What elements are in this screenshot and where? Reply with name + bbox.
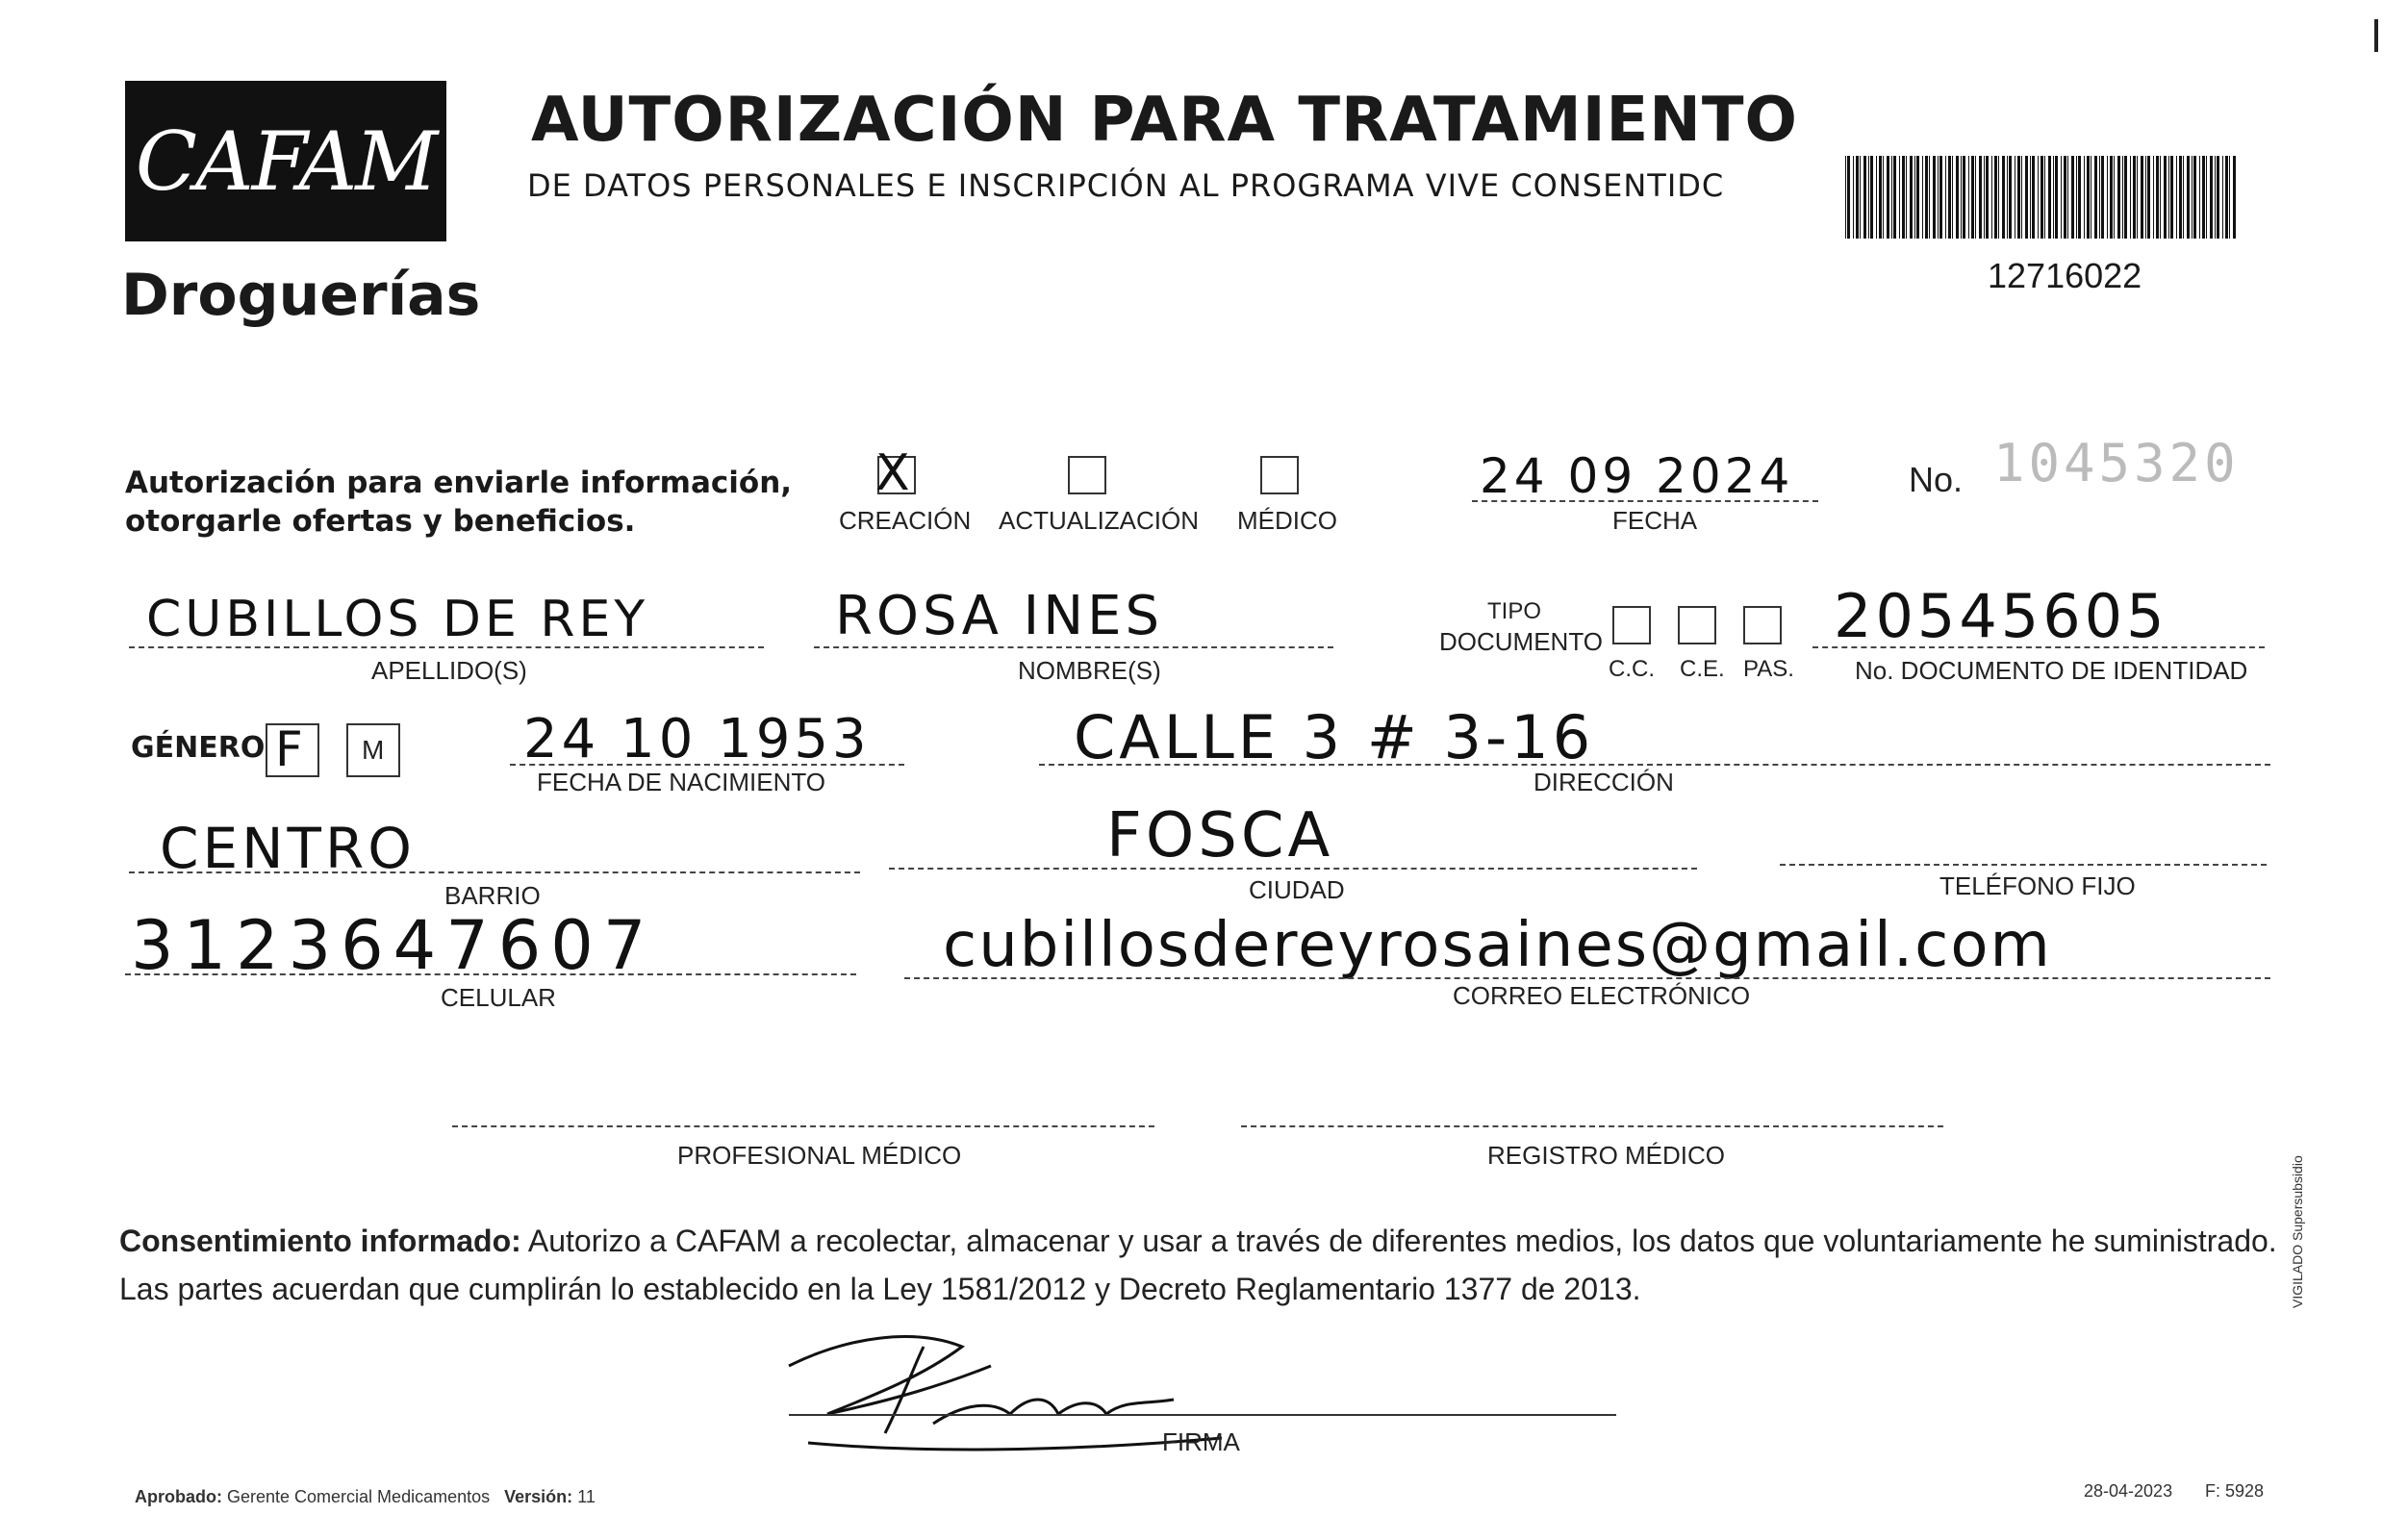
- brand-subtitle: Droguerías: [121, 262, 481, 329]
- barcode-bar: [2021, 156, 2022, 239]
- barcode-bar: [2124, 156, 2127, 239]
- barrio-line: [129, 871, 860, 873]
- barcode-bar: [2040, 156, 2043, 239]
- ciudad-label: CIUDAD: [1249, 875, 1345, 904]
- actualizacion-checkbox[interactable]: [1068, 456, 1106, 494]
- barcode-bar: [2114, 156, 2115, 239]
- barcode-bar: [2217, 156, 2219, 239]
- creacion-label: CREACIÓN: [839, 506, 972, 535]
- genero-f-mark: F: [275, 721, 303, 777]
- barcode-number: 12716022: [1988, 256, 2142, 295]
- barcode-bar: [2048, 156, 2051, 239]
- barcode-bar: [1899, 156, 1900, 239]
- fecha-value: 24 09 2024: [1480, 448, 1794, 504]
- barcode-bar: [2153, 156, 2154, 239]
- medico-checkbox[interactable]: [1260, 456, 1299, 494]
- barcode-bar: [2002, 156, 2005, 239]
- barcode-bar: [1887, 156, 1889, 239]
- barcode-bar: [2110, 156, 2113, 239]
- barcode-bar: [1853, 156, 1854, 239]
- registro-line: [1241, 1125, 1943, 1127]
- tipo-label-1: TIPO: [1487, 598, 1542, 624]
- barcode-bar: [1914, 156, 1915, 239]
- consent-line-1: [119, 1224, 2277, 1259]
- barcode-bar: [1883, 156, 1884, 239]
- barcode-bar: [2030, 156, 2031, 239]
- barcode-bar: [1879, 156, 1882, 239]
- genero-label: GÉNERO: [131, 731, 266, 765]
- nombres-label: NOMBRE(S): [1018, 656, 1161, 685]
- barcode-bar: [2192, 156, 2193, 239]
- barcode-bar: [2038, 156, 2039, 239]
- barcode-bar: [2084, 156, 2085, 239]
- barcode-bar: [2007, 156, 2008, 239]
- barcode-bar: [2215, 156, 2216, 239]
- barcode-bar: [1998, 156, 1999, 239]
- pas-checkbox[interactable]: [1743, 606, 1782, 644]
- barcode-bar: [1933, 156, 1936, 239]
- barcode-bar: [2071, 156, 2074, 239]
- barcode-bar: [2099, 156, 2100, 239]
- barcode-bar: [2202, 156, 2205, 239]
- barcode-bar: [2199, 156, 2200, 239]
- fecha-label: FECHA: [1612, 506, 1698, 535]
- barcode-bar: [1963, 156, 1965, 239]
- barcode-bar: [1994, 156, 1997, 239]
- ciudad-value: FOSCA: [1106, 800, 1334, 871]
- actualizacion-label: ACTUALIZACIÓN: [999, 506, 1200, 535]
- barcode-bar: [1860, 156, 1861, 239]
- barcode-bar: [2225, 156, 2228, 239]
- celular-line: [125, 973, 856, 975]
- direccion-value: CALLE 3 # 3-16: [1074, 702, 1595, 772]
- barcode-bar: [1952, 156, 1953, 239]
- ce-label: C.E.: [1680, 656, 1725, 682]
- logo-text: CAFAM: [135, 114, 437, 209]
- barcode-bar: [2176, 156, 2177, 239]
- form-title: AUTORIZACIÓN PARA TRATAMIENTO: [531, 85, 1798, 156]
- barcode-bar: [1948, 156, 1951, 239]
- direccion-label: DIRECCIÓN: [1534, 768, 1674, 796]
- genero-m-label: M: [362, 735, 385, 765]
- barcode-bar: [2117, 156, 2120, 239]
- barcode-bar: [2160, 156, 2161, 239]
- barcode-bar: [2130, 156, 2131, 239]
- form-subtitle: DE DATOS PERSONALES E INSCRIPCIÓN AL PROGRAMA VIVE CONSENTIDC: [527, 167, 1725, 204]
- number-label: No.: [1909, 460, 1964, 499]
- genero-f-checkbox[interactable]: [266, 723, 319, 777]
- apellidos-value: CUBILLOS DE REY: [146, 591, 649, 648]
- direccion-line: [1039, 764, 2270, 766]
- barcode-bar: [1868, 156, 1869, 239]
- barcode-bar: [2141, 156, 2143, 239]
- barcode-bar: [2032, 156, 2035, 239]
- medico-option-label: MÉDICO: [1237, 506, 1337, 535]
- version-value: 11: [577, 1487, 596, 1506]
- barcode-bar: [1847, 156, 1850, 239]
- barcode-bar: [2137, 156, 2138, 239]
- barcode-bar: [2193, 156, 2196, 239]
- nombres-value: ROSA INES: [835, 585, 1164, 647]
- version-label: Versión:: [504, 1487, 573, 1506]
- barcode-bar: [2044, 156, 2045, 239]
- genero-m-checkbox[interactable]: [346, 723, 400, 777]
- consent-text-2: Las partes acuerdan que cumplirán lo establecido en la Ley 1581/2012 y Decreto Reglamentario 1377 de 2013.: [119, 1272, 1641, 1306]
- telefono-label: TELÉFONO FIJO: [1939, 871, 2136, 900]
- barcode-bar: [2025, 156, 2028, 239]
- form-number: 1045320: [1993, 433, 2240, 493]
- creacion-check-mark: X: [875, 444, 910, 502]
- aprobado-label: Aprobado:: [135, 1487, 222, 1506]
- barcode-bar: [2206, 156, 2207, 239]
- aprobado-value: Gerente Comercial Medicamentos: [227, 1487, 491, 1506]
- tipo-label-2: DOCUMENTO: [1439, 627, 1603, 656]
- barcode-bar: [1991, 156, 1992, 239]
- firma-label: FIRMA: [1162, 1427, 1240, 1456]
- barcode-bar: [1968, 156, 1969, 239]
- barcode-bar: [2187, 156, 2190, 239]
- celular-value: 3123647607: [131, 906, 656, 985]
- barcode-bar: [2064, 156, 2066, 239]
- nacimiento-line: [510, 764, 904, 766]
- barcode-bar: [1929, 156, 1930, 239]
- barcode: [1845, 156, 2238, 239]
- barcode-bar: [2009, 156, 2012, 239]
- barcode-bar: [1902, 156, 1905, 239]
- telefono-line: [1780, 864, 2267, 866]
- barcode-bar: [2164, 156, 2167, 239]
- barcode-bar: [2222, 156, 2223, 239]
- barcode-bar: [2053, 156, 2054, 239]
- doc-value: 20545605: [1834, 581, 2168, 651]
- barcode-bar: [1922, 156, 1923, 239]
- side-vigilado: VIGILADO Supersubsidio: [2290, 1155, 2305, 1308]
- barcode-bar: [2067, 156, 2068, 239]
- cafam-logo: [125, 81, 446, 241]
- ce-checkbox[interactable]: [1678, 606, 1716, 644]
- nacimiento-value: 24 10 1953: [523, 708, 871, 770]
- barcode-bar: [2017, 156, 2020, 239]
- doc-label: No. DOCUMENTO DE IDENTIDAD: [1855, 656, 2248, 685]
- barcode-bar: [2183, 156, 2184, 239]
- barcode-bar: [1893, 156, 1896, 239]
- barcode-bar: [1956, 156, 1959, 239]
- barcode-bar: [1975, 156, 1976, 239]
- profesional-label: PROFESIONAL MÉDICO: [677, 1141, 962, 1170]
- barcode-bar: [1939, 156, 1942, 239]
- barcode-bar: [1906, 156, 1907, 239]
- footer-date: 28-04-2023: [2084, 1481, 2173, 1501]
- barcode-bar: [1971, 156, 1974, 239]
- nacimiento-label: FECHA DE NACIMIENTO: [537, 768, 826, 796]
- intro-line-1: Autorización para enviarle información,: [125, 466, 793, 500]
- barcode-bar: [1945, 156, 1946, 239]
- barcode-bar: [1979, 156, 1982, 239]
- apellidos-line: [129, 646, 764, 648]
- barcode-bar: [1916, 156, 1919, 239]
- barcode-bar: [2094, 156, 2097, 239]
- barcode-bar: [2233, 156, 2236, 239]
- barcode-bar: [2061, 156, 2062, 239]
- cc-checkbox[interactable]: [1612, 606, 1651, 644]
- correo-line: [904, 977, 2270, 979]
- barcode-bar: [2107, 156, 2108, 239]
- barcode-bar: [2101, 156, 2104, 239]
- creacion-checkbox[interactable]: [875, 444, 916, 502]
- barcode-bar: [2229, 156, 2230, 239]
- pas-label: PAS.: [1743, 656, 1794, 682]
- barcode-bar: [2210, 156, 2213, 239]
- consent-text-1: Autorizo a CAFAM a recolectar, almacenar y usar a través de diferentes medios, los datos que voluntariamente he suministrado.: [520, 1224, 2277, 1258]
- barcode-bar: [2122, 156, 2123, 239]
- barcode-bar: [2078, 156, 2081, 239]
- barcode-bar: [2170, 156, 2173, 239]
- barcode-bar: [1870, 156, 1873, 239]
- cc-label: C.C.: [1609, 656, 1655, 682]
- profesional-line: [452, 1125, 1154, 1127]
- barcode-bar: [1986, 156, 1989, 239]
- barcode-bar: [2168, 156, 2169, 239]
- doc-line: [1812, 646, 2265, 648]
- fecha-line: [1472, 500, 1818, 502]
- barcode-bar: [2133, 156, 2136, 239]
- barcode-bar: [1845, 156, 1846, 239]
- barrio-value: CENTRO: [160, 816, 416, 881]
- barcode-bar: [1891, 156, 1892, 239]
- barcode-bar: [1910, 156, 1913, 239]
- barcode-bar: [2147, 156, 2150, 239]
- footer-aprobado: [135, 1487, 596, 1507]
- edge-mark: [2374, 19, 2378, 52]
- barcode-bar: [1961, 156, 1962, 239]
- intro-line-2: otorgarle ofertas y beneficios.: [125, 504, 636, 539]
- footer-form-code: F: 5928: [2205, 1481, 2265, 1501]
- barcode-bar: [2156, 156, 2159, 239]
- barcode-bar: [2087, 156, 2090, 239]
- nombres-line: [814, 646, 1333, 648]
- celular-label: CELULAR: [441, 983, 556, 1012]
- barcode-bar: [2055, 156, 2058, 239]
- barcode-bar: [1856, 156, 1859, 239]
- registro-label: REGISTRO MÉDICO: [1487, 1141, 1726, 1170]
- barcode-bar: [1863, 156, 1866, 239]
- barcode-bar: [1925, 156, 1928, 239]
- apellidos-label: APELLIDO(S): [371, 656, 527, 685]
- barcode-bar: [1876, 156, 1877, 239]
- barcode-bar: [2145, 156, 2146, 239]
- barcode-bar: [1938, 156, 1939, 239]
- barcode-bar: [2179, 156, 2182, 239]
- signature-line: [789, 1414, 1616, 1416]
- correo-value: cubillosdereyrosaines@gmail.com: [943, 910, 2052, 981]
- correo-label: CORREO ELECTRÓNICO: [1453, 981, 1751, 1010]
- consent-title: Consentimiento informado:: [119, 1224, 521, 1258]
- ciudad-line: [889, 868, 1697, 870]
- barcode-bar: [2076, 156, 2077, 239]
- barcode-bar: [1984, 156, 1985, 239]
- barrio-label: BARRIO: [444, 881, 541, 910]
